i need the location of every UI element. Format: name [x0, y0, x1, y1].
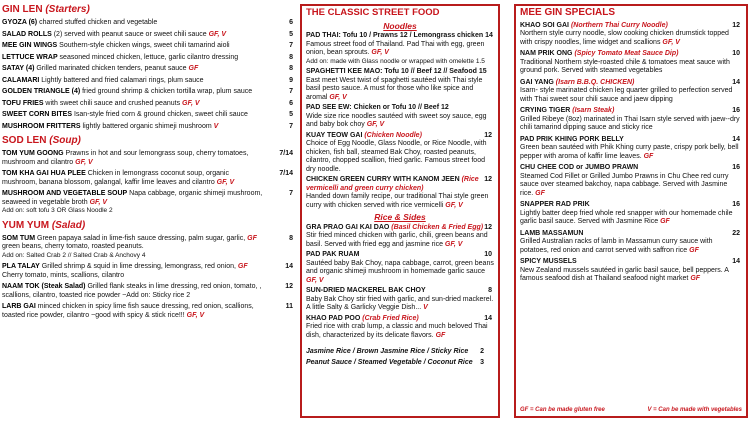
item-description: Stir fried minced chicken with garlic, chili, green beans and basil. Served with fried egg and jasmine rice — [306, 232, 488, 248]
item-description-block — [520, 238, 742, 255]
item-title-line — [306, 132, 494, 141]
item-price: 8 — [289, 53, 293, 61]
item-description: lightly battered organic shimeji mushroom — [80, 122, 214, 130]
diet-tags: V — [423, 304, 428, 311]
item-description: Sautéed baby Bak Choy, napa cabbage, carrot, green beans and organic shimeji mushroom in homemade garlic sauce — [306, 259, 494, 275]
item-name: GAI YANG — [520, 78, 554, 86]
item-description: Grilled Ribeye (8oz) marinated in Thai Isarn style served with jaew--dry chili tamarind dipping sauce and sticky rice — [520, 115, 740, 131]
item-title-line — [520, 258, 742, 267]
soup-title: SOD LEN — [2, 135, 47, 146]
menu-item — [2, 235, 297, 261]
item-name: SNAPPER RAD PRIK — [520, 201, 590, 208]
diet-tags: GF, V — [445, 201, 463, 209]
menu-item — [302, 132, 498, 175]
item-description-block — [306, 77, 494, 103]
item-title-line — [306, 32, 494, 41]
item-title-line — [306, 68, 494, 77]
item-name: PAD PAK RUAM — [306, 251, 360, 258]
item-title-line — [306, 251, 494, 260]
item-name: SALAD ROLLS — [2, 30, 52, 38]
item-description-block — [306, 140, 494, 174]
menu-item — [2, 19, 297, 28]
item-description: Green papaya salad in lime-fish sauce dressing, palm sugar, garlic, — [35, 234, 248, 242]
item-description-block — [306, 232, 494, 249]
item-name: KHAO SOI GAI — [520, 21, 570, 29]
side-option — [302, 359, 498, 368]
item-description: New Zealand mussels sautéed in garlic basil sauce, bell peppers. A famous seafood dish at Thailand seafood night market — [520, 266, 729, 282]
diet-tags: GF — [535, 189, 545, 197]
menu-item — [302, 287, 498, 313]
item-description-block — [306, 323, 494, 340]
side-label: Peanut Sauce / Steamed Vegetable / Coconut Rice — [306, 358, 473, 366]
item-price: 12 — [484, 131, 492, 139]
diet-tags: GF — [689, 246, 699, 254]
item-name: PAD SEE EW: Chicken or Tofu 10 // Beef 12 — [306, 104, 449, 111]
menu-item — [302, 68, 498, 102]
item-name: SUN-DRIED MACKEREL BAK CHOY — [306, 287, 426, 294]
menu-item — [302, 104, 498, 130]
item-name: SWEET CORN BITES — [2, 111, 73, 118]
menu-item — [516, 136, 746, 162]
item-description: Choice of Egg Noodle, Glass Noodle, or Rice Noodle, with chicken, fish ball, steamed Bak Choy, roasted peanuts, cilantro, chopped scallion, fried garlic. Famous street food dry noodle. — [306, 140, 487, 173]
item-price: 12 — [285, 283, 293, 290]
diet-legend — [520, 406, 742, 415]
item-price: 7/14 — [279, 170, 293, 177]
item-price: 5 — [289, 111, 293, 118]
menu-item — [302, 315, 498, 341]
menu-item — [2, 150, 297, 167]
item-description: Baby Bak Choy stir fried with garlic, and sun-dried mackerel. A little Salty & Garlicky Veggie Dish... — [306, 295, 494, 311]
item-name: LETTUCE WRAP — [2, 53, 58, 61]
item-subtitle: (Chicken Noodle) — [362, 131, 422, 139]
menu-item — [516, 230, 746, 256]
item-name: NAAM TOK (Steak Salad) — [2, 283, 86, 290]
item-description-block — [520, 267, 742, 284]
diet-tags: GF, V — [186, 311, 205, 319]
menu-item — [302, 224, 498, 250]
item-price: 7 — [289, 42, 293, 49]
item-description: Grilled flank steaks in lime dressing, red onion, tomato, , scallions, cilantro, toasted rice powder ~Add on: Sticky rice 2 — [2, 283, 262, 299]
left-column — [2, 0, 297, 422]
item-name: LARB GAI — [2, 303, 36, 310]
item-description: Handed down family recipe, our traditional Thai style green curry with chicken served with rice vermicelli — [306, 193, 489, 209]
menu-item — [516, 258, 746, 284]
item-name: CALAMARI — [2, 76, 40, 84]
diet-tags: GF, V — [366, 121, 385, 128]
item-description: Fried rice with crab lump, a classic and much beloved Thai dish, characterized by its delicate flavors. — [306, 323, 488, 339]
item-title-line — [520, 22, 742, 31]
diet-tags: V — [213, 122, 219, 130]
add-on-note: Add on: Salted Crab 2 // Salted Crab & Anchovy 4 — [2, 251, 146, 259]
item-name: SPICY MUSSELS — [520, 258, 577, 265]
item-name: CRYING TIGER — [520, 107, 571, 114]
item-price: 8 — [289, 65, 293, 72]
item-name: NAM PRIK ONG — [520, 50, 573, 57]
item-title-line — [520, 50, 742, 59]
item-price: 7 — [289, 88, 293, 95]
diet-tags: GF — [660, 218, 670, 225]
item-title-line — [306, 287, 494, 296]
item-description-cont: green beans, cherry tomato, roasted peanuts. — [2, 243, 144, 250]
item-description-block — [306, 296, 494, 313]
diet-tags: GF, V — [444, 240, 463, 248]
item-price: 22 — [732, 229, 740, 237]
menu-item — [2, 31, 297, 40]
item-description-block — [520, 87, 742, 104]
item-price: 16 — [732, 201, 740, 208]
item-name: TOM KHA GAI HUA PLEE — [2, 170, 86, 177]
street-food-title: THE CLASSIC STREET FOOD — [306, 7, 440, 18]
item-price: 12 — [484, 176, 492, 183]
item-description-block — [520, 173, 742, 199]
item-name: MEE GIN WINGS — [2, 42, 58, 49]
menu-item — [516, 107, 746, 133]
item-name: PLA TALAY — [2, 263, 40, 270]
diet-tags: GF, V — [371, 49, 389, 56]
item-description: Grilled Australian racks of lamb in Massamun curry sauce with potatoes, red onion and carrot served with saffron rice — [520, 238, 713, 254]
item-description: Chicken in lemongrass coconut soup, organic mushroom, banana blossom, galangal, kaffir lime leaves and cilantro — [2, 170, 229, 186]
salad-heading — [2, 220, 297, 232]
item-name: LAMB MASSAMUN — [520, 229, 584, 237]
starters-title: GIN LEN — [2, 4, 43, 15]
item-subtitle: (Isarn B.B.Q. CHICKEN) — [553, 78, 635, 86]
item-description: Prawns in hot and sour lemongrass soup, cherry tomatoes, mushroom and cilantro — [2, 150, 249, 166]
item-description: Lightly battered and fried calamari rings, plum sauce — [39, 76, 204, 84]
item-description: Grilled shrimp & squid in lime dressing, lemongrass, red onion, — [39, 263, 238, 270]
side-price: 2 — [480, 348, 484, 355]
menu-item — [2, 111, 297, 120]
item-description: Southern-style chicken wings, sweet chili tamarind aioli — [57, 42, 230, 49]
item-price: 10 — [484, 251, 492, 258]
diet-tags: GF — [237, 263, 248, 270]
item-description: Traditional Northern style-roasted chile & tomatoes meat sauce with ground pork. Served with steamed vegetables — [520, 58, 730, 74]
menu-item — [2, 190, 297, 216]
item-price: 5 — [289, 30, 293, 38]
item-subtitle: (Basil Chicken & Fried Egg) — [389, 223, 484, 231]
item-subtitle: (Rice vermicelli and green curry chicken) — [306, 176, 479, 192]
item-title-line — [520, 230, 742, 239]
item-subtitle: (Spicy Tomato Meat Sauce Dip) — [572, 50, 679, 57]
item-price: 14 — [484, 314, 492, 322]
item-description-block — [520, 210, 742, 227]
item-description: Steamed Cod Fillet or Grilled Jumbo Prawns in Chu Chee red curry sauce over steamed bakchoy, napa cabbage. Served with Jasmine rice. — [520, 172, 729, 197]
menu-item — [2, 100, 297, 109]
item-price: 9 — [289, 76, 293, 84]
menu-item — [2, 303, 297, 320]
menu-item — [516, 50, 746, 76]
menu-item — [2, 170, 297, 187]
item-name: GRA PRAO GAI KAI DAO — [306, 223, 390, 231]
item-title-line — [306, 224, 494, 233]
item-price: 16 — [732, 164, 740, 171]
item-description-block — [520, 30, 742, 47]
item-description: Green bean sautéed with Phik Khing curry paste, crispy pork belly, bell pepper with aroma of kaffir lime leaves. — [520, 144, 739, 160]
item-title-line — [306, 176, 494, 193]
menu-item — [2, 123, 297, 132]
starters-heading — [2, 4, 297, 16]
item-price: 6 — [289, 99, 293, 107]
soup-subtitle: (Soup) — [49, 135, 81, 146]
item-price: 10 — [732, 50, 740, 57]
item-name: KHAO PAD POO — [306, 314, 361, 322]
menu-item — [516, 164, 746, 198]
item-description: Isan-style fried corn & ground chicken, sweet chili sauce — [72, 111, 248, 118]
item-price: 11 — [285, 303, 293, 310]
item-price: 8 — [488, 287, 492, 294]
item-title-line — [520, 136, 742, 145]
legend-vegetable: V = Can be made with vegetables — [647, 406, 742, 413]
menu-item — [2, 54, 297, 63]
item-description: minced chicken in spicy lime fish sauce dressing, red onion, scallions, toasted rice powder, cilantro ~good with spicy & stick rice!!! — [2, 303, 254, 319]
item-description: Lightly batter deep fried whole red snapper with our homemade chile garlic basil sauce. Served with Jasmine Rice — [520, 209, 733, 225]
menu-item — [516, 22, 746, 48]
diet-tags: GF, V — [208, 30, 227, 38]
item-name: MUSHROOM FRITTERS — [2, 122, 81, 130]
item-name: TOFU FRIES — [2, 99, 44, 107]
side-label: Jasmine Rice / Brown Jasmine Rice / Sticky Rice — [306, 348, 469, 355]
diet-tags: GF, V — [329, 93, 347, 101]
item-description: Isarn- style marinated chicken leg quarter grilled to perfection served with Thai sweet sour chili sauce and jaew dipping — [520, 87, 733, 103]
menu-item — [302, 32, 498, 66]
diet-tags: GF, V — [182, 99, 200, 107]
item-name: PAD THAI: Tofu 10 / Prawns 12 / Lemongrass chicken 14 — [306, 32, 493, 39]
item-description: Northern style curry noodle, slow cooking chicken drumstick topped with crispy noodles, lime widget and scallions — [520, 30, 729, 46]
diet-tags: GF, V — [89, 198, 108, 206]
item-price: 14 — [732, 78, 740, 86]
diet-tags: GF, V — [662, 38, 680, 46]
item-title-line — [520, 201, 742, 210]
diet-tags: GF — [247, 234, 257, 242]
rice-subheading: Rice & Sides — [374, 212, 426, 222]
item-title-line — [520, 164, 742, 173]
menu-item — [2, 88, 297, 97]
side-option — [302, 348, 498, 357]
soup-heading — [2, 135, 297, 147]
item-name: TOM YUM GOONG — [2, 150, 64, 157]
salad-subtitle: (Salad) — [51, 219, 86, 231]
item-subtitle: (Isarn Steak) — [570, 107, 615, 114]
item-description-block — [520, 59, 742, 76]
legend-gluten-free: GF = Can be made gluten free — [520, 406, 605, 413]
item-description: fried ground shrimp & chicken tortilla wrap, plum sauce — [80, 88, 253, 95]
item-name: KUAY TEOW GAI — [306, 131, 363, 139]
menu-item — [302, 176, 498, 210]
item-name: SOM TUM — [2, 234, 36, 242]
item-description-block — [306, 113, 494, 130]
item-description: with sweet chili sauce and crushed peanuts — [43, 99, 183, 107]
item-description: East meet West twist of spaghetti sautéed with Thai style basil pesto sauce. A must for those who like spice and aromal — [306, 76, 483, 101]
item-price: 14 — [285, 263, 293, 270]
item-description: Napa cabbage, organic shimeji mushroom, seaweed in vegetable broth — [2, 190, 263, 206]
item-price: 12 — [732, 21, 740, 29]
item-price: 14 — [732, 135, 740, 143]
item-subtitle: (Northern Thai Curry Noodle) — [569, 21, 668, 29]
diet-tags: GF, V — [216, 178, 235, 186]
menu-item — [516, 201, 746, 227]
item-title-line — [306, 315, 494, 324]
starters-subtitle: (Starters) — [45, 4, 90, 15]
item-description-cont: Cherry tomato, mints, scallions, cilantro — [2, 271, 125, 279]
item-price: 6 — [289, 19, 293, 26]
menu-item — [2, 283, 297, 300]
item-description: (2) served with peanut sauce or sweet chili sauce — [51, 30, 209, 38]
item-title-line — [520, 79, 742, 88]
item-name: PAD PRIK KHING PORK BELLY — [520, 135, 624, 143]
noodles-subheading: Noodles — [383, 20, 417, 31]
item-description-block — [520, 144, 742, 161]
menu-item — [2, 77, 297, 86]
diet-tags: GF, V — [75, 158, 93, 166]
item-price: 7/14 — [279, 150, 293, 157]
item-name: GOLDEN TRIANGLE (4) — [2, 88, 81, 95]
item-description: Wide size rice noodles sautéed with sweet soy sauce, egg and baby bok choy — [306, 112, 487, 128]
add-on-note: Add on: made with Glass noodle or wrapped with omelette 1.5 — [306, 57, 485, 65]
menu-item — [302, 251, 498, 285]
item-description: seasoned minced chicken, lettuce, garlic cilantro dressing — [57, 53, 239, 61]
diet-tags: GF — [690, 275, 701, 282]
diet-tags: GF — [435, 331, 446, 339]
menu-item — [2, 263, 297, 280]
item-name: SATAY (4) — [2, 65, 35, 72]
item-description-block — [306, 260, 494, 286]
item-description: charred stuffed chicken and vegetable — [37, 19, 158, 26]
menu-item — [516, 79, 746, 105]
item-description-block — [520, 116, 742, 133]
mee-gin-specials-column — [514, 4, 748, 418]
add-on-note: Add on: soft tofu 3 OR Glass Noodle 2 — [2, 207, 113, 214]
item-name: GYOZA (6) — [2, 19, 38, 26]
item-description: Famous street food of Thailand. Pad Thai with egg, green onion, bean sprouts. — [306, 40, 485, 56]
diet-tags: GF — [188, 65, 199, 72]
diet-tags: GF, V — [306, 276, 324, 284]
item-price: 7 — [289, 190, 293, 197]
menu-item — [2, 65, 297, 74]
item-title-line — [520, 107, 742, 116]
item-price: 7 — [289, 122, 293, 130]
item-description: Grilled marinated chicken tenders, peanut sauce — [34, 65, 189, 72]
item-price: 14 — [732, 258, 740, 265]
item-description-block — [306, 41, 494, 58]
item-name: SPAGHETTI KEE MAO: Tofu 10 // Beef 12 // Seafood 15 — [306, 68, 487, 75]
item-name: CHICKEN GREEN CURRY WITH KANOM JEEN — [306, 176, 460, 183]
item-price: 8 — [289, 234, 293, 242]
item-price: 16 — [732, 107, 740, 114]
item-title-line — [306, 104, 494, 113]
diet-tags: GF — [643, 152, 654, 160]
item-description-block — [306, 193, 494, 210]
item-name: CHU CHEE COD or JUMBO PRAWN — [520, 164, 639, 171]
menu-item — [2, 42, 297, 51]
item-name: MUSHROOM AND VEGETABLE SOUP — [2, 190, 128, 197]
specials-title: MEE GIN SPECIALS — [520, 7, 616, 18]
salad-title: YUM YUM — [2, 219, 50, 231]
classic-street-food-column — [300, 4, 500, 418]
side-price: 3 — [480, 358, 484, 366]
item-price: 12 — [484, 223, 492, 231]
item-subtitle: (Crab Fried Rice) — [360, 314, 419, 322]
